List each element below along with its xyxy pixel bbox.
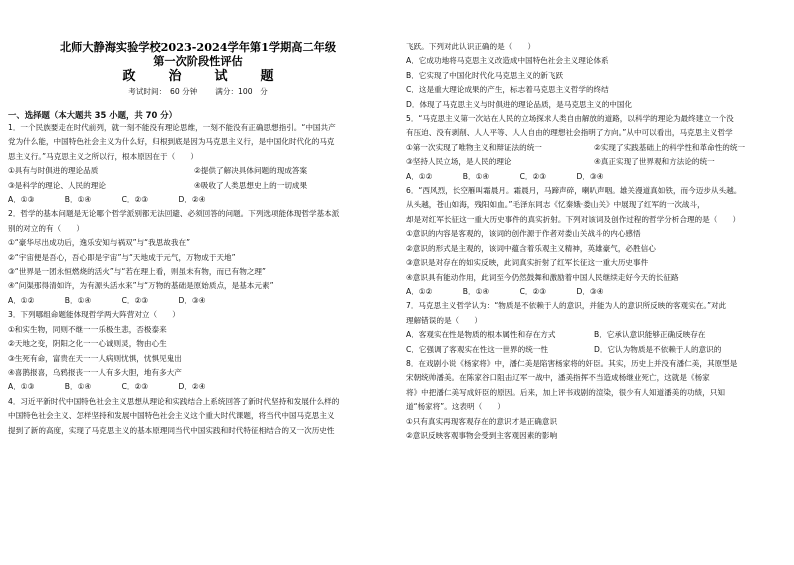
question-1 (8, 121, 388, 207)
question-line: 提到了新的高度，实现了马克思主义的基本原理同当代中国实践和时代特征相结合的又一次历史性 (8, 425, 335, 435)
left-column (8, 40, 388, 438)
option: ②意识反映客观事物会受到主客观因素的影响 (406, 430, 558, 440)
question-line: 1．一个民族要走在时代前列，就一刻不能没有理论思维，一刻不能没有正确思想指引。“中国共产 (8, 123, 336, 132)
question-line: 4．习近平新时代中国特色社会主义思想从理论和实践结合上系统回答了新时代坚持和发展什么样的 (8, 396, 340, 406)
question-2 (8, 207, 388, 308)
option: C．它强调了客观实在性这一世界的统一性 (406, 344, 548, 354)
question-line: 别的对立的有（ ） (8, 223, 84, 233)
answer-choices: A．①③ B．①④ C．②③ D．②④ (8, 195, 206, 205)
answer-choices: A．①② B．①④ C．②③ D．③④ (406, 171, 604, 181)
option: ②“宇宙便是吾心，吾心即是宇宙”与“天地成于元气，万物成于天地” (8, 252, 236, 262)
question-line: 思主义行。”马克思主义之所以行，根本原因在于（ ） (8, 151, 198, 161)
option: ②意识的形式是主观的，该词中蕴含着乐观主义精神，英雄豪气，必胜信心 (406, 243, 656, 253)
option: ①只有真实再现客观存在的意识才是正确意识 (406, 416, 558, 426)
question-line: 6．“西风烈，长空雁叫霜晨月。霜晨月，马蹄声碎，喇叭声咽。雄关漫道真如铁，而今迈步从头越。 (406, 186, 742, 196)
option-row (406, 155, 786, 169)
option: ③“世界是一团永恒燃烧的活火”与“若在理上看，则虽未有物，而已有物之理” (8, 267, 266, 277)
option: ③坚持人民立场，是人民的理论 (406, 157, 512, 167)
school-title: 北师大静海实验学校2023-2024学年第1学期高二年级 (59, 40, 337, 54)
option-row (8, 179, 388, 193)
question-3 (8, 308, 388, 394)
question-6 (406, 184, 786, 299)
question-line: 将》中把潘仁美写成奸臣的原因。后来，加上评书戏剧的渲染，很少有人知道潘美的功绩，只知 (406, 387, 725, 397)
answer-choices: A．①② B．①④ C．②③ D．③④ (8, 295, 206, 305)
question-line: 8．在戏剧小说《杨家将》中，潘仁美是陷害杨家将的奸臣。其实，历史上并没有潘仁美，其原型是 (406, 358, 738, 368)
question-line: 从头越，苍山如海，残阳如血。”毛泽东同志《忆秦娥·娄山关》中展现了红军的一次战斗， (406, 200, 705, 210)
option: ①和实生物，同则不继一一乐极生悲，否极泰来 (8, 324, 167, 334)
option: ④吸收了人类思想史上的一切成果 (194, 180, 308, 190)
option-row (406, 141, 786, 155)
answer-choices: A．①② B．①④ C．②③ D．③④ (406, 286, 604, 296)
option: B．它实现了中国化时代化马克思主义的新飞跃 (406, 70, 564, 80)
question-7 (406, 299, 786, 357)
option: ③生死有命，富贵在天一一人病则忧惧，忧惧见鬼出 (8, 353, 182, 363)
question-4 (8, 395, 388, 438)
option-row (406, 328, 786, 342)
question-5 (406, 112, 786, 184)
option: ②提供了解决具体问题的现成答案 (194, 166, 308, 176)
option: C．这是重大理论成果的产生，标志着马克思主义哲学的终结 (406, 85, 609, 95)
exam-header (8, 40, 388, 85)
exam-subtitle: 第一次阶段性评估 (153, 54, 243, 68)
option: ④喜鹊报喜，乌鸦报丧一一人有多大胆，地有多大产 (8, 367, 182, 377)
exam-time: 考试时间： 60 分钟 (128, 87, 198, 96)
option: ①意识的内容是客观的，该词的创作源于作者对娄山关战斗的内心感悟 (406, 229, 641, 239)
option: ①具有与时俱进的理论品质 (8, 166, 99, 176)
question-4-continued (406, 40, 786, 112)
question-line: 宋朝统帅潘美。在陈家谷口阻击辽军一战中，潘美指挥不当造成杨继业死亡，这就是《杨家 (406, 373, 710, 383)
question-line: 飞跃。下列对此认识正确的是（ ） (406, 42, 536, 51)
option: ④真正实现了世界观和方法论的统一 (594, 157, 715, 167)
full-score: 满分：100 分 (215, 87, 268, 96)
option: B．它承认意识能够正确反映存在 (594, 330, 706, 340)
question-line: 有压迫、没有剥削、人人平等、人人自由的理想社会指明了方向。”从中可以看出，马克思主义哲学 (406, 128, 733, 138)
right-column (406, 40, 786, 443)
question-line: 7．马克思主义哲学认为：“物质是不依赖于人的意识，并能为人的意识所反映的客观实在。”对此 (406, 301, 727, 311)
answer-choices: A．①③ B．①④ C．②③ D．②④ (8, 382, 206, 392)
option: ④意识具有能动作用，此词至今仍然鼓舞和激励着中国人民继续走好今天的长征路 (406, 272, 679, 282)
option-row (8, 164, 388, 178)
option: ①第一次实现了唯物主义和辩证法的统一 (406, 142, 542, 152)
question-line: 理解错误的是（ ） (406, 315, 482, 325)
question-line: 党为什么能，中国特色社会主义为什么好，归根到底是因为马克思主义行，是中国化时代化的马克 (8, 137, 335, 147)
section-title: 一、选择题（本大题共 35 小题，共 70 分） (8, 110, 177, 120)
option: ③是科学的理论、人民的理论 (8, 180, 106, 190)
question-line: 5．“马克思主义第一次站在人民的立场探求人类自由解放的道路，以科学的理论为最终建立一个没 (406, 114, 734, 124)
subject-title: 政 治 试 题 (122, 69, 284, 84)
question-line: 中国特色社会主义、怎样坚持和发展中国特色社会主义这个重大时代课题，将当代中国马克思主义 (8, 411, 335, 421)
question-8 (406, 357, 786, 443)
option: A．客观实在性是物质的根本属性和存在方式 (406, 330, 556, 340)
option: ④“问渠那得清如许，为有源头活水来”与“万物的基础是原始质点，是基本元素” (8, 281, 274, 291)
option-row (406, 343, 786, 357)
option: D．体现了马克思主义与时俱进的理论品质，是马克思主义的中国化 (406, 99, 633, 109)
question-line: 3．下列哪组命题能体现哲学两大阵营对立（ ） (8, 310, 180, 320)
option: ②天地之变，阴阳之化一一心诚则灵，物由心生 (8, 339, 167, 349)
exam-meta (8, 86, 388, 98)
option: ②实现了实践基础上的科学性和革命性的统一 (594, 142, 746, 152)
option: D．它认为物质是不依赖于人的意识的 (594, 344, 722, 354)
option: A．它成功地将马克思主义改造成中国特色社会主义理论体系 (406, 56, 609, 66)
question-line: 道“杨家将”。这表明（ ） (406, 402, 505, 412)
question-line: 却是对红军长征这一重大历史事件的真实折射。下列对该词及创作过程的哲学分析合理的是（ ） (406, 214, 741, 224)
question-line: 2．哲学的基本问题是无论哪个哲学派别都无法回避、必须回答的问题。下列选项能体现哲学基本派 (8, 209, 340, 219)
option: ③意识是对存在的如实反映，此词真实折射了红军长征这一重大历史事件 (406, 258, 649, 268)
option: ①“豪华尽出成功后，逸乐安知与祸双”与“我思故我在” (8, 238, 191, 248)
